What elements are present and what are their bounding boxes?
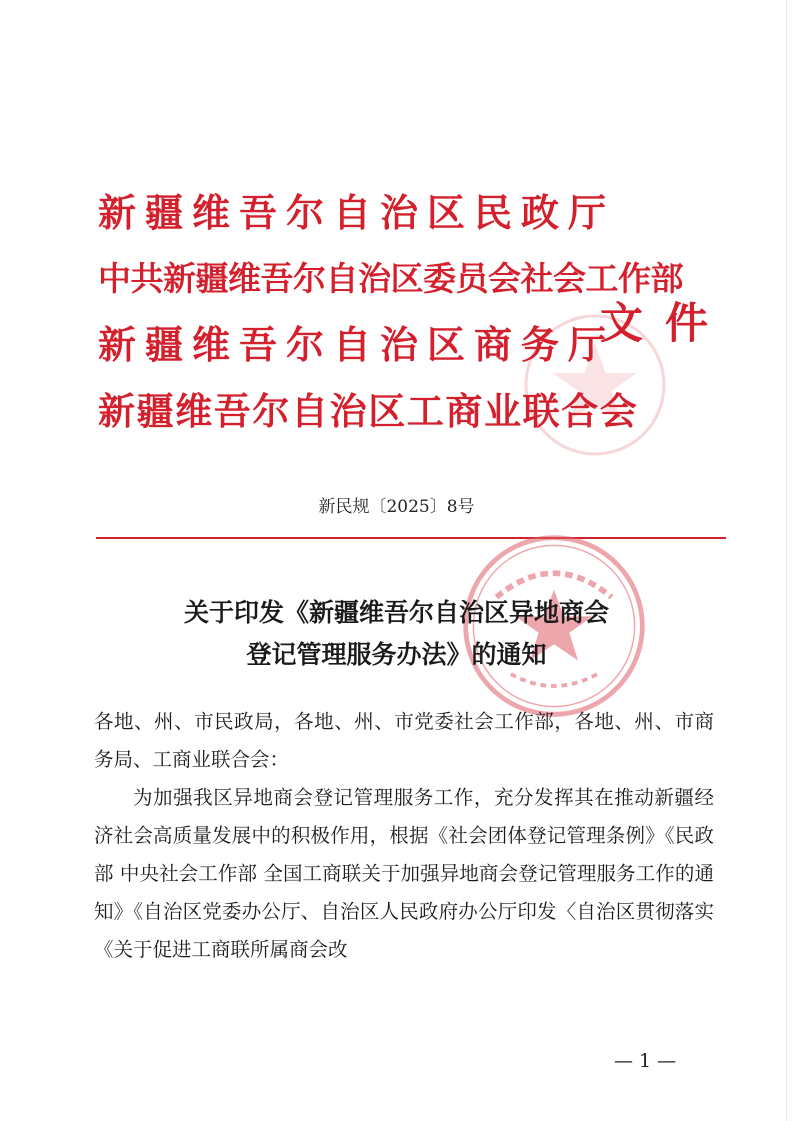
title-line-2: 登记管理服务办法》的通知 xyxy=(246,640,547,669)
issuer-commerce-dept: 新疆维吾尔自治区商务厅 xyxy=(98,322,616,367)
title-line-1: 关于印发《新疆维吾尔自治区异地商会 xyxy=(183,598,609,627)
document-title xyxy=(0,592,793,676)
recipients-line: 各地、州、市民政局，各地、州、市党委社会工作部，各地、州、市商务局、工商业联合会： xyxy=(94,710,714,771)
page-number: — 1 — xyxy=(614,1050,677,1072)
document-type-label: 文件 xyxy=(600,299,730,349)
page-edge xyxy=(786,0,787,1121)
issuer-federation-of-commerce: 新疆维吾尔自治区工商业联合会 xyxy=(98,389,639,433)
issuer-social-work-dept: 中共新疆维吾尔自治区委员会社会工作部 xyxy=(98,259,683,298)
document-number: 新民规〔2025〕8号 xyxy=(318,497,475,517)
document-body xyxy=(94,703,714,969)
issuer-civil-affairs: 新疆维吾尔自治区民政厅 xyxy=(98,190,616,235)
body-paragraph-1: 为加强我区异地商会登记管理服务工作，充分发挥其在推动新疆经济社会高质量发展中的积极作用，根据《社会团体登记管理条例》《民政部 中央社会工作部 全国工商联关于加强异地商会登记管理服务工作的通知》《自治区党委办公厅、自治区人民政府办公厅印发〈自治区贯彻落实《关于促进工商联所属商会改 xyxy=(94,786,714,961)
